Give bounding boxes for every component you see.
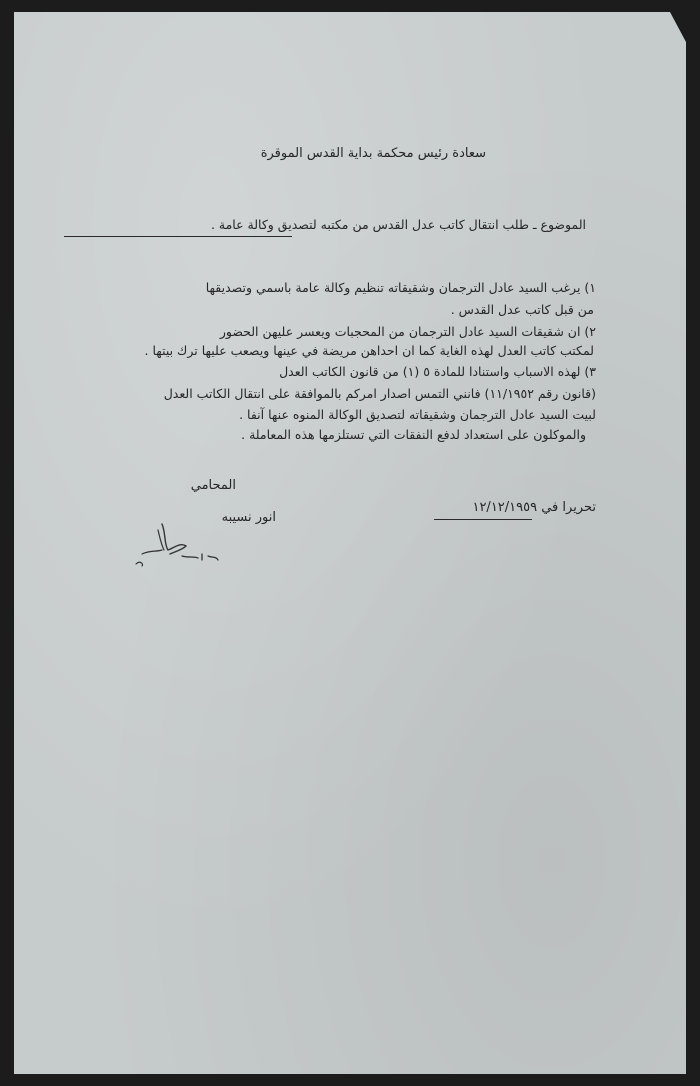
body-line-6: (قانون رقم ١١/١٩٥٢) فانني التمس اصدار امركم بالموافقة على انتقال الكاتب العدل	[163, 386, 596, 401]
letter-page	[14, 12, 686, 1074]
subject-line: الموضوع ـ طلب انتقال كاتب عدل القدس من مكتبه لتصديق وكالة عامة .	[210, 217, 586, 232]
salutation: سعادة رئيس محكمة بداية القدس الموقرة	[260, 146, 486, 161]
body-line-4: لمكتب كاتب العدل لهذه الغاية كما ان احداهن مريضة في عينها ويصعب عليها ترك بيتها .	[144, 343, 594, 358]
date-underline	[434, 519, 532, 520]
date-line: تحريرا في ١٢/١٢/١٩٥٩	[472, 500, 596, 515]
body-line-5: ٣) لهذه الاسباب واستنادا للمادة ٥ (١) من قانون الكاتب العدل	[279, 364, 596, 379]
page-corner-fold	[670, 12, 686, 42]
body-line-1: ١) يرغب السيد عادل الترجمان وشقيقاته تنظيم وكالة عامة باسمي وتصديقها	[205, 280, 596, 295]
body-line-3: ٢) ان شقيقات السيد عادل الترجمان من المحجبات ويعسر عليهن الحضور	[219, 324, 596, 339]
subject-underline	[64, 236, 292, 237]
body-line-7: لبيت السيد عادل الترجمان وشقيقاته لتصديق الوكالة المنوه عنها آنفا .	[239, 407, 596, 422]
body-line-2: من قبل كاتب عدل القدس .	[450, 302, 594, 317]
handwritten-signature	[122, 520, 232, 570]
body-line-8: والموكلون على استعداد لدفع النفقات التي تستلزمها هذه المعاملة .	[241, 427, 586, 442]
lawyer-title: المحامي	[190, 478, 236, 493]
lawyer-name: انور نسيبه	[221, 510, 276, 525]
